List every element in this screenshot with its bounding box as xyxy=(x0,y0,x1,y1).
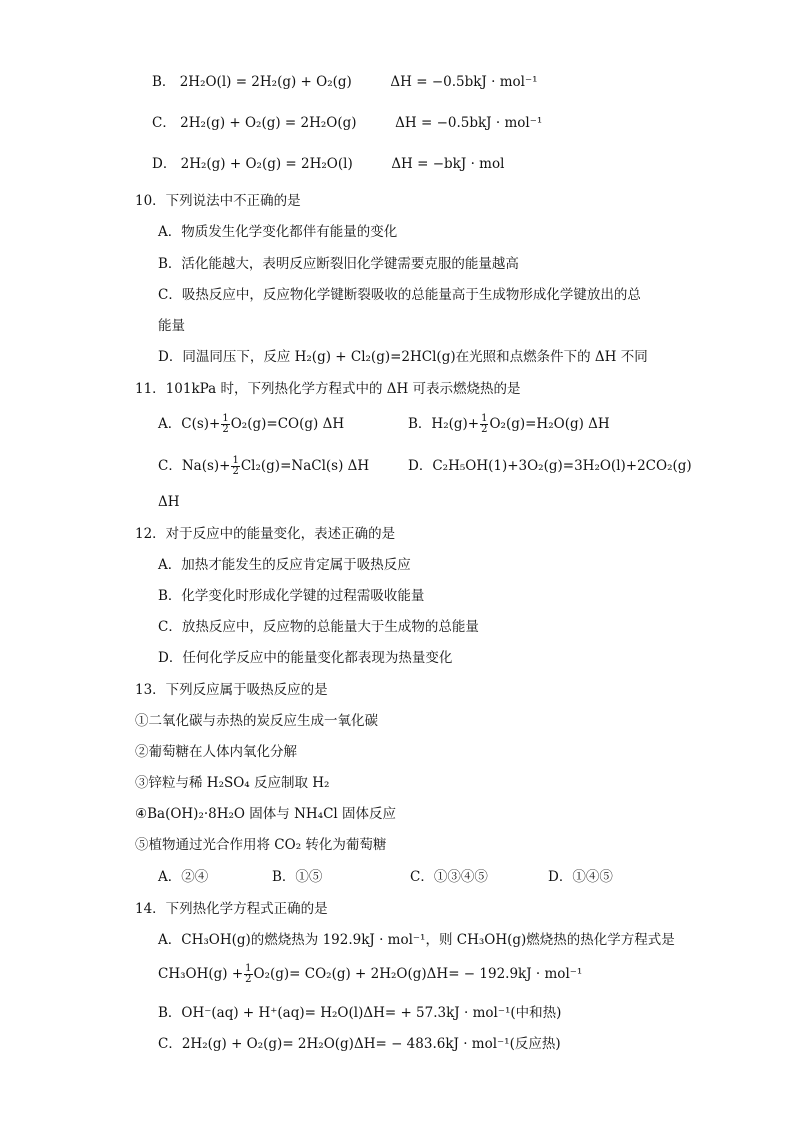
fraction-half xyxy=(480,414,488,435)
numerator: 1 xyxy=(481,413,488,424)
q9-option-b xyxy=(152,72,538,92)
option-label: C． xyxy=(152,115,176,131)
q11-option-b xyxy=(408,414,610,435)
q12-option-c: C．放热反应中，反应物的总能量大于生成物的总能量 xyxy=(158,619,479,635)
q13-option-b: B．①⑤ xyxy=(272,869,323,885)
q12-option-b: B．化学变化时形成化学键的过程需吸收能量 xyxy=(158,588,425,604)
q10-option-d: D．同温同压下，反应 H₂(g) + Cl₂(g)=2HCl(g)在光照和点燃条件下的 ΔH 不同 xyxy=(158,349,648,365)
q13-item-1: ①二氧化碳与赤热的炭反应生成一氧化碳 xyxy=(135,713,378,729)
option-text: A．C(s)+ xyxy=(158,416,221,432)
numerator: 1 xyxy=(222,413,229,424)
option-text: B．H₂(g)+ xyxy=(408,416,480,432)
q12-option-d: D．任何化学反应中的能量变化都表现为热量变化 xyxy=(158,650,453,666)
q10-option-b: B．活化能越大，表明反应断裂旧化学键需要克服的能量越高 xyxy=(158,256,519,272)
fraction-half xyxy=(221,414,229,435)
q14-option-b: B．OH⁻(aq) + H⁺(aq)= H₂O(l)ΔH= + 57.3kJ · mol⁻¹(中和热) xyxy=(158,1005,562,1021)
option-text: O₂(g)=H₂O(g) ΔH xyxy=(489,416,610,432)
option-text: O₂(g)=CO(g) ΔH xyxy=(230,416,345,432)
q11-option-d: D．C₂H₅OH(1)+3O₂(g)=3H₂O(l)+2CO₂(g) xyxy=(408,458,692,474)
q13-option-c: C．①③④⑤ xyxy=(410,869,488,885)
denominator: 2 xyxy=(481,424,488,435)
q10-option-c-cont: 能量 xyxy=(158,318,185,334)
option-label: D． xyxy=(152,156,177,172)
enthalpy: ΔH = −0.5bkJ · mol⁻¹ xyxy=(395,115,543,131)
equation-text: O₂(g)= CO₂(g) + 2H₂O(g)ΔH= − 192.9kJ · mol⁻¹ xyxy=(253,966,583,982)
q9-option-c xyxy=(152,113,542,133)
q14-option-c: C．2H₂(g) + O₂(g)= 2H₂O(g)ΔH= − 483.6kJ · mol⁻¹(反应热) xyxy=(158,1036,561,1052)
q13-option-a: A．②④ xyxy=(158,869,209,885)
option-label: B． xyxy=(152,74,176,90)
denominator: 2 xyxy=(232,466,239,477)
q14-stem: 14．下列热化学方程式正确的是 xyxy=(135,901,328,917)
option-text: Cl₂(g)=NaCl(s) ΔH xyxy=(240,458,370,474)
q10-option-a: A．物质发生化学变化都伴有能量的变化 xyxy=(158,224,398,240)
q13-stem: 13．下列反应属于吸热反应的是 xyxy=(135,682,328,698)
numerator: 1 xyxy=(245,963,252,974)
q10-stem: 10．下列说法中不正确的是 xyxy=(135,193,301,209)
enthalpy: ΔH = −0.5bkJ · mol⁻¹ xyxy=(390,74,538,90)
q11-option-a xyxy=(158,414,344,435)
enthalpy: ΔH = −bkJ · mol xyxy=(391,156,505,172)
q13-option-d: D．①④⑤ xyxy=(548,869,613,885)
q14-option-a: A．CH₃OH(g)的燃烧热为 192.9kJ · mol⁻¹，则 CH₃OH(g)燃烧热的热化学方程式是 xyxy=(158,932,675,948)
equation: 2H₂(g) + O₂(g) = 2H₂O(g) xyxy=(180,115,357,131)
q10-option-c: C．吸热反应中，反应物化学键断裂吸收的总能量高于生成物形成化学键放出的总 xyxy=(158,287,641,303)
equation: 2H₂(g) + O₂(g) = 2H₂O(l) xyxy=(180,156,353,172)
denominator: 2 xyxy=(222,424,229,435)
q9-option-d xyxy=(152,154,504,174)
q13-item-5: ⑤植物通过光合作用将 CO₂ 转化为葡萄糖 xyxy=(135,837,387,853)
equation: 2H₂O(l) = 2H₂(g) + O₂(g) xyxy=(179,74,352,90)
equation-text: CH₃OH(g) + xyxy=(158,966,244,982)
q11-option-c xyxy=(158,456,369,477)
q12-stem: 12．对于反应中的能量变化，表述正确的是 xyxy=(135,526,396,542)
q12-option-a: A．加热才能发生的反应肯定属于吸热反应 xyxy=(158,557,411,573)
fraction-half xyxy=(244,964,252,985)
q11-option-d-cont: ΔH xyxy=(158,494,180,510)
q14-option-a-equation xyxy=(158,964,582,985)
q13-item-2: ②葡萄糖在人体内氧化分解 xyxy=(135,744,297,760)
option-text: C．Na(s)+ xyxy=(158,458,231,474)
denominator: 2 xyxy=(245,974,252,985)
numerator: 1 xyxy=(232,455,239,466)
q13-item-3: ③锌粒与稀 H₂SO₄ 反应制取 H₂ xyxy=(135,775,330,791)
q11-stem: 11．101kPa 时，下列热化学方程式中的 ΔH 可表示燃烧热的是 xyxy=(135,381,521,397)
fraction-half xyxy=(231,456,239,477)
q13-item-4: ④Ba(OH)₂·8H₂O 固体与 NH₄Cl 固体反应 xyxy=(135,806,397,822)
